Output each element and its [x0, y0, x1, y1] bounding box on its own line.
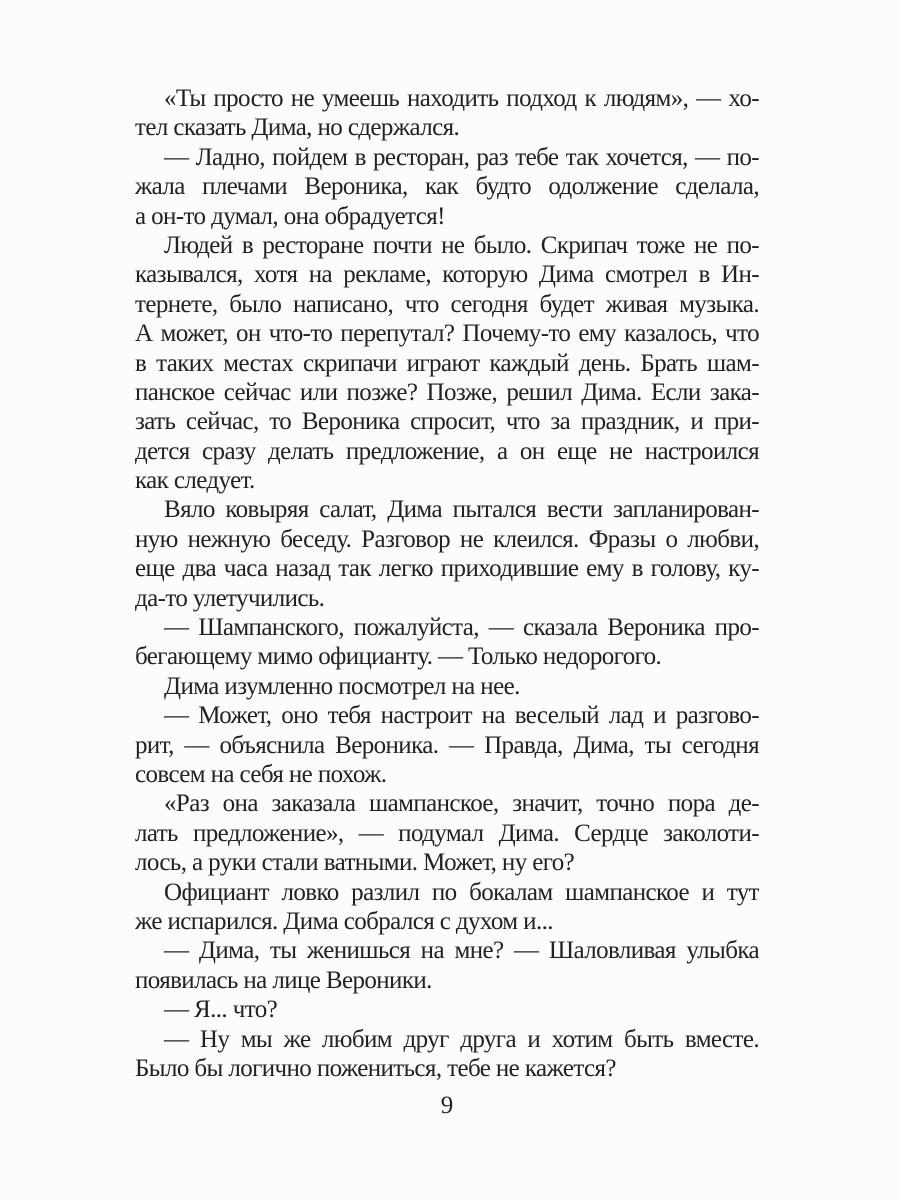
paragraph [135, 231, 759, 496]
paragraph [135, 672, 759, 701]
text-line: А может, он что-то перепутал? Почему-то ему казалось, что [135, 320, 759, 348]
text-line: — Может, оно тебя настроит на веселый лад и разгово- [164, 702, 759, 730]
text-line: — Ладно, пойдем в ресторан, раз тебе так хочется, — по- [164, 143, 759, 171]
text-line: как следует. [135, 467, 255, 495]
text-line: лать предложение», — подумал Дима. Сердце заколоти- [135, 819, 759, 847]
paragraph [135, 878, 759, 937]
text-line: совсем на себя не похож. [135, 760, 387, 788]
page-text [135, 84, 759, 1083]
text-line: «Раз она заказала шампанское, значит, точно пора де- [164, 790, 759, 818]
text-line: же испарился. Дима собрался с духом и... [135, 907, 553, 935]
text-line: еще два часа назад так легко приходившие ему в голову, ку- [135, 555, 759, 583]
text-line: рит, — объяснила Вероника. — Правда, Дима, ты сегодня [135, 731, 759, 759]
paragraph [135, 143, 759, 231]
text-line: ную нежную беседу. Разговор не клеился. Фразы о любви, [135, 525, 759, 553]
text-line: лось, а руки стали ватными. Может, ну его? [135, 849, 575, 877]
text-line: да-то улетучились. [135, 584, 325, 612]
text-line: «Ты просто не умеешь находить подход к людям», — хо- [164, 85, 759, 112]
text-line: а он-то думал, она обрадуется! [135, 202, 445, 230]
text-line: Официант ловко разлил по бокалам шампанское и тут [164, 878, 759, 906]
paragraph [135, 84, 759, 143]
text-line: тел сказать Дима, но сдержался. [135, 114, 460, 142]
text-line: — Я... что? [164, 996, 278, 1024]
paragraph [135, 789, 759, 877]
page-number: 9 [440, 1092, 454, 1119]
paragraph [135, 701, 759, 789]
paragraph [135, 936, 759, 995]
text-line: — Дима, ты женишься на мне? — Шаловливая улыбка [164, 937, 759, 965]
text-line: жала плечами Вероника, как будто одолжение сделала, [135, 173, 759, 201]
text-line: Вяло ковыряя салат, Дима пытался вести запланирован- [164, 496, 759, 524]
paragraph [135, 613, 759, 672]
text-line: Было бы логично пожениться, тебе не кажется? [135, 1054, 616, 1082]
text-line: дется сразу делать предложение, а он еще не настроился [135, 437, 759, 465]
text-line: панское сейчас или позже? Позже, решил Дима. Если зака- [135, 378, 759, 406]
text-line: — Ну мы же любим друг друга и хотим быть вместе. [164, 1025, 759, 1053]
text-line: тернете, было написано, что сегодня будет живая музыка. [135, 290, 759, 318]
text-line: Дима изумленно посмотрел на нее. [164, 672, 520, 700]
text-line: появилась на лице Вероники. [135, 966, 432, 994]
text-line: бегающему мимо официанту. — Только недорогого. [135, 643, 662, 671]
paragraph [135, 495, 759, 613]
text-line: зать сейчас, то Вероника спросит, что за праздник, и при- [135, 408, 759, 436]
text-line: Людей в ресторане почти не было. Скрипач тоже не по- [164, 231, 759, 259]
paragraph [135, 1025, 759, 1084]
text-line: — Шампанского, пожалуйста, — сказала Вероника про- [164, 614, 759, 642]
text-line: казывался, хотя на рекламе, которую Дима смотрел в Ин- [135, 261, 759, 289]
text-line: в таких местах скрипачи играют каждый день. Брать шам- [135, 349, 759, 377]
paragraph [135, 995, 759, 1024]
